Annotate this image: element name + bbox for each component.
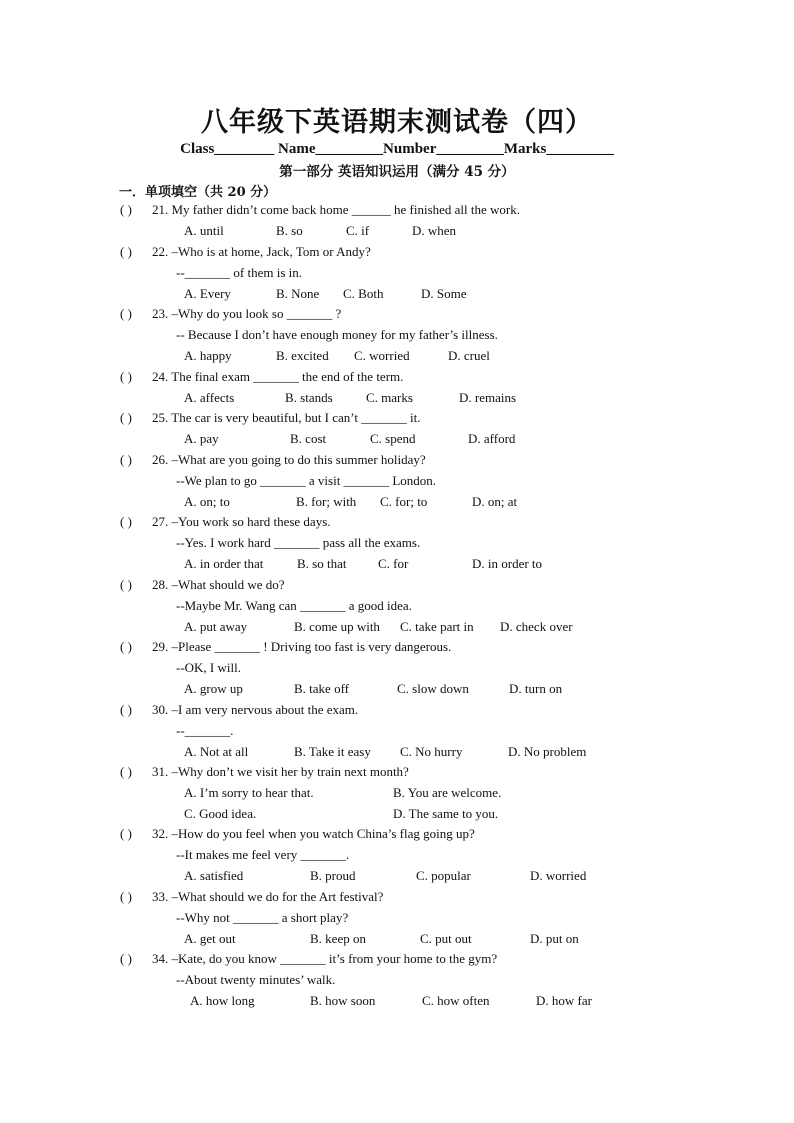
answer-blank[interactable]: ( ) [120,452,132,467]
answer-blank[interactable]: ( ) [120,306,132,321]
answer-blank[interactable]: ( ) [120,369,132,384]
question-stem: 31. –Why don’t we visit her by train next month? [152,764,409,779]
question-stem: 30. –I am very nervous about the exam. [152,702,359,717]
question-22 [0,242,794,304]
option-a: A. Not at all [184,743,249,759]
question-reply: -- Because I don’t have enough money for my father’s illness. [176,326,498,342]
option-d: D. worried [530,867,587,883]
option-c: C. for; to [380,493,428,509]
option-d: D. Some [421,285,467,301]
answer-blank[interactable]: ( ) [120,244,132,259]
option-b: B. cost [290,430,327,446]
question-stem: 33. –What should we do for the Art festival? [152,889,384,904]
option-c: C. worried [354,347,410,363]
option-b: B. Take it easy [294,743,371,759]
option-c: C. Both [343,285,384,301]
question-26 [0,450,794,512]
option-b: B. None [276,285,320,301]
answer-blank[interactable]: ( ) [120,826,132,841]
page-title: 八年级下英语期末测试卷（四） [201,107,593,138]
option-d: D. in order to [472,555,543,571]
student-info-line: Class________ Name_________Number_________Marks_________ [180,141,614,157]
option-b: B. so [276,222,303,238]
option-d: D. on; at [472,493,518,509]
answer-blank[interactable]: ( ) [120,951,132,966]
option-a: A. until [184,222,224,238]
question-reply: --It makes me feel very _______. [176,846,350,862]
option-b: B. how soon [310,992,376,1008]
option-a: A. grow up [184,680,243,696]
question-stem: 21. My father didn’t come back home ______ he finished all the work. [152,202,521,217]
option-d: D. check over [500,618,573,634]
answer-blank[interactable]: ( ) [120,410,132,425]
question-stem: 27. –You work so hard these days. [152,514,331,529]
option-a: A. pay [184,430,219,446]
question-reply: --_______. [176,722,234,738]
answer-blank[interactable]: ( ) [120,577,132,592]
question-stem: 26. –What are you going to do this summer holiday? [152,452,426,467]
question-30 [0,700,794,762]
question-33 [0,887,794,949]
option-d: D. put on [530,930,579,946]
answer-blank[interactable]: ( ) [120,639,132,654]
option-b: B. stands [285,389,333,405]
answer-blank[interactable]: ( ) [120,702,132,717]
question-reply: --We plan to go _______ a visit _______ London. [176,472,437,488]
question-stem: 34. –Kate, do you know _______ it’s from your home to the gym? [152,951,498,966]
question-24 [0,367,794,409]
option-c: C. marks [366,389,413,405]
question-stem: 28. –What should we do? [152,577,285,592]
question-reply: --Yes. I work hard _______ pass all the exams. [176,534,421,550]
option-a: A. happy [184,347,232,363]
question-23 [0,304,794,366]
option-a: A. Every [184,285,231,301]
question-31 [0,762,794,824]
option-b: B. come up with [294,618,380,634]
option-d: D. No problem [508,743,587,759]
option-b: B. for; with [296,493,357,509]
option-a: A. get out [184,930,236,946]
section-title: 一．单项填空（共 20 分） [119,185,277,200]
option-c: C. for [378,555,409,571]
option-c: C. if [346,222,370,238]
option-b: B. take off [294,680,349,696]
option-a: A. in order that [184,555,264,571]
option-c: C. take part in [400,618,474,634]
question-reply: --Why not _______ a short play? [176,909,349,925]
option-c: C. slow down [397,680,469,696]
option-d: D. remains [459,389,517,405]
question-34 [0,949,794,1011]
option-c: C. how often [422,992,490,1008]
option-d: D. The same to you. [393,805,499,821]
answer-blank[interactable]: ( ) [120,764,132,779]
option-a: A. I’m sorry to hear that. [184,784,314,800]
option-d: D. turn on [509,680,563,696]
question-reply: --About twenty minutes’ walk. [176,971,336,987]
question-stem: 32. –How do you feel when you watch China’s flag going up? [152,826,475,841]
question-stem: 23. –Why do you look so _______ ? [152,306,342,321]
answer-blank[interactable]: ( ) [120,202,132,217]
question-stem: 29. –Please _______ ! Driving too fast is very dangerous. [152,639,452,654]
part-title: 第一部分 英语知识运用（满分 45 分） [279,164,515,180]
answer-blank[interactable]: ( ) [120,514,132,529]
option-c: C. Good idea. [184,805,257,821]
question-32 [0,824,794,886]
question-stem: 24. The final exam _______ the end of the term. [152,369,404,384]
option-c: C. put out [420,930,472,946]
option-a: A. how long [190,992,255,1008]
option-c: C. spend [370,430,416,446]
answer-blank[interactable]: ( ) [120,889,132,904]
question-21 [0,200,794,242]
option-d: D. cruel [448,347,490,363]
option-a: A. put away [184,618,248,634]
option-b: B. keep on [310,930,366,946]
question-reply: --OK, I will. [176,659,241,675]
option-c: C. No hurry [400,743,463,759]
question-reply: --_______ of them is in. [176,264,303,280]
question-stem: 25. The car is very beautiful, but I can’t _______ it. [152,410,421,425]
question-25 [0,408,794,450]
question-stem: 22. –Who is at home, Jack, Tom or Andy? [152,244,371,259]
option-a: A. satisfied [184,867,244,883]
option-a: A. affects [184,389,235,405]
question-27 [0,512,794,574]
option-b: B. excited [276,347,329,363]
option-d: D. when [412,222,457,238]
option-b: B. so that [297,555,347,571]
option-d: D. how far [536,992,592,1008]
option-b: B. You are welcome. [393,784,502,800]
question-29 [0,637,794,699]
option-d: D. afford [468,430,516,446]
question-28 [0,575,794,637]
option-c: C. popular [416,867,471,883]
option-a: A. on; to [184,493,230,509]
option-b: B. proud [310,867,356,883]
question-reply: --Maybe Mr. Wang can _______ a good idea. [176,597,412,613]
